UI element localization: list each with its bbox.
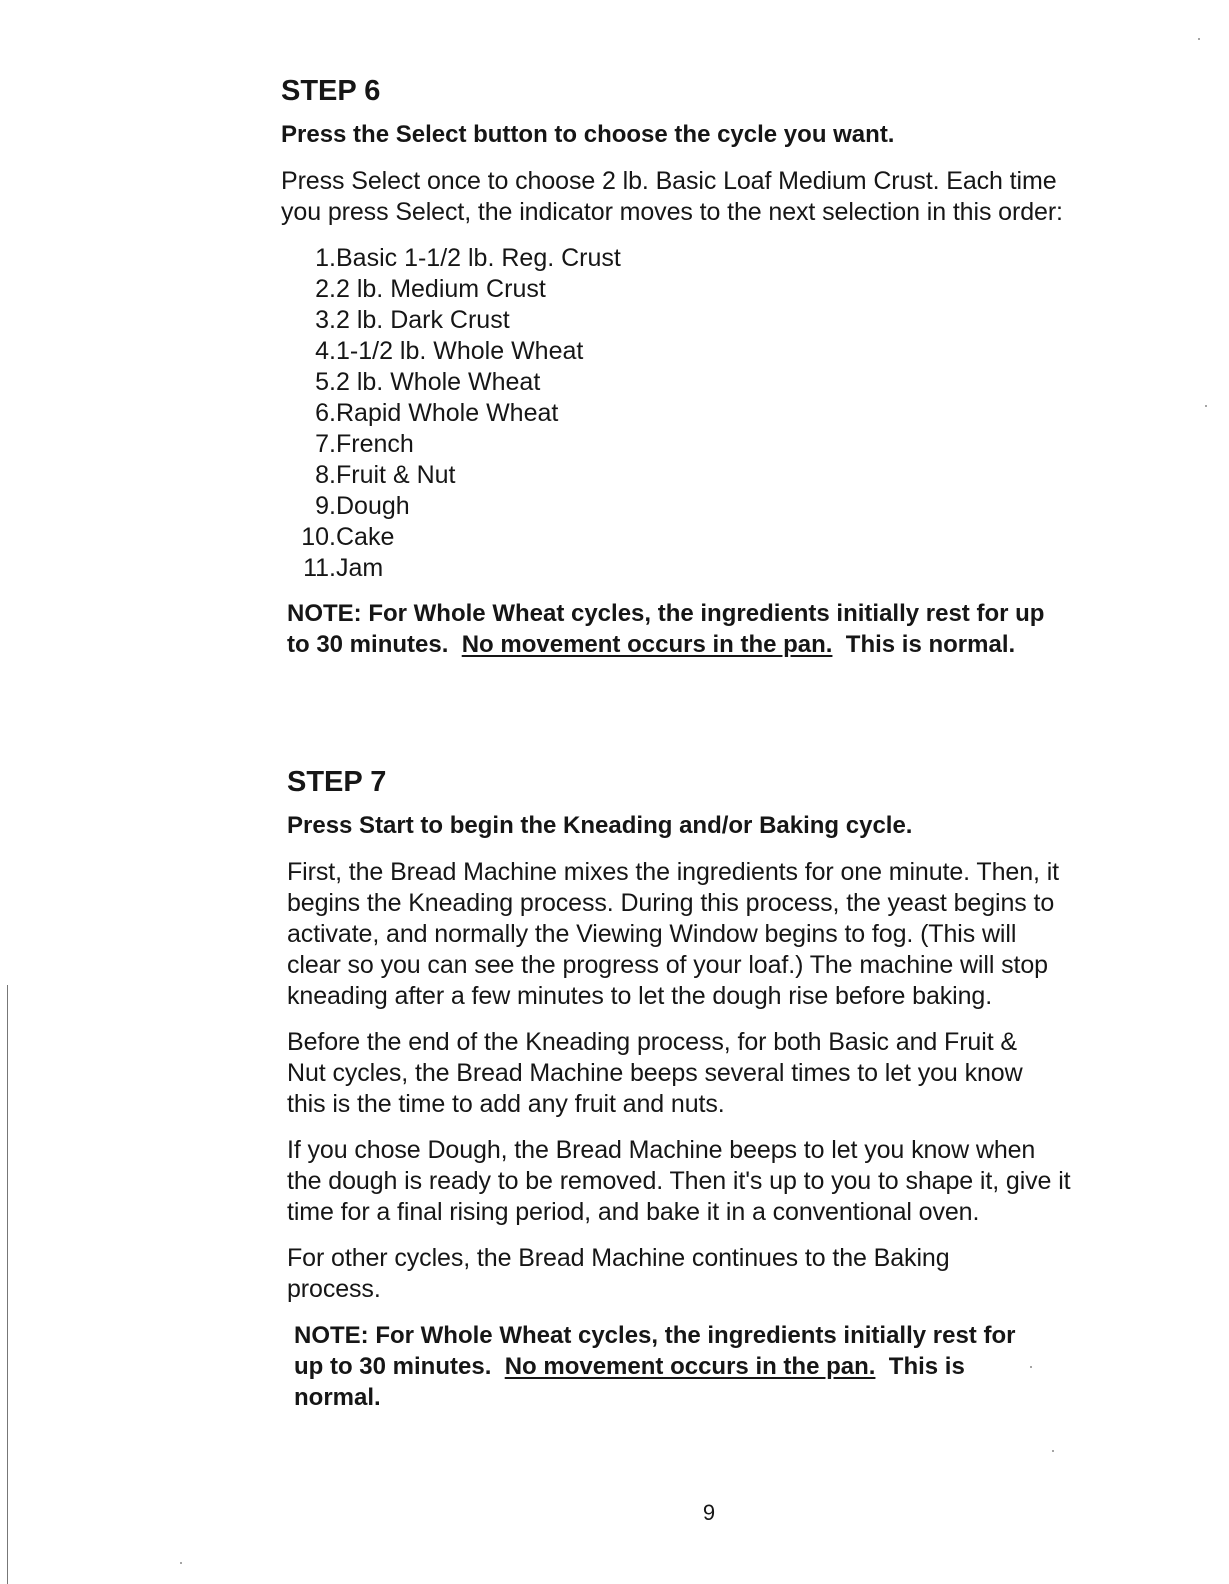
step-7-note (294, 1320, 1034, 1413)
scan-speck (180, 1562, 182, 1564)
note-underlined: No movement occurs in the pan. (461, 631, 833, 658)
cycle-label: 2 lb. Medium Crust (336, 275, 546, 303)
cycle-item (281, 460, 1081, 491)
cycle-label: French (336, 430, 414, 458)
cycle-number: 6. (315, 399, 336, 427)
cycle-label: Fruit & Nut (336, 461, 456, 489)
step-7-paragraph: If you chose Dough, the Bread Machine beeps to let you know when the dough is ready to be removed. Then it's up to you to shape it, give it time for a final rising period, and bake it in a conventional oven. (287, 1136, 1071, 1226)
cycle-label: Jam (336, 554, 384, 582)
cycle-number: 4. (315, 337, 336, 365)
cycle-item (281, 274, 1081, 305)
scan-edge-line (7, 985, 8, 1584)
cycle-item (281, 398, 1081, 429)
step-7-instruction: Press Start to begin the Kneading and/or Baking cycle. (287, 812, 913, 839)
cycle-number: 5. (315, 368, 336, 396)
step-6-note (287, 598, 1047, 660)
cycle-number: 9. (315, 492, 336, 520)
scan-speck (1052, 1450, 1054, 1452)
cycle-number: 3. (315, 306, 336, 334)
cycle-item (281, 491, 1081, 522)
cycle-item (281, 553, 1081, 584)
cycle-label: Rapid Whole Wheat (336, 399, 559, 427)
note-tail: This is normal. (845, 631, 1016, 658)
scan-speck (1205, 405, 1207, 407)
scan-speck (1198, 38, 1200, 40)
cycle-label: 2 lb. Whole Wheat (336, 368, 541, 396)
step-6-paragraph: Press Select once to choose 2 lb. Basic Loaf Medium Crust. Each time you press Select, the indicator moves to the next selection in this order: (281, 167, 1063, 226)
step-7-paragraph: For other cycles, the Bread Machine continues to the Baking process. (287, 1244, 950, 1303)
cycle-label: Basic 1-1/2 lb. Reg. Crust (336, 244, 621, 272)
cycle-number: 7. (315, 430, 336, 458)
cycle-list (281, 243, 1081, 584)
cycle-number: 2. (315, 275, 336, 303)
cycle-number: 1. (315, 244, 336, 272)
cycle-label: Dough (336, 492, 410, 520)
cycle-item (281, 243, 1081, 274)
step-6-instruction: Press the Select button to choose the cycle you want. (281, 121, 895, 148)
cycle-label: 2 lb. Dark Crust (336, 306, 510, 334)
note-underlined: No movement occurs in the pan. (504, 1353, 876, 1380)
step-7-heading: STEP 7 (287, 766, 387, 798)
page-number: 9 (702, 1500, 716, 1525)
cycle-number: 11. (303, 554, 336, 582)
cycle-item (281, 367, 1081, 398)
note-tail: This is normal. (294, 1353, 965, 1411)
step-7-section (287, 765, 1087, 1413)
note-lead: NOTE: For Whole Wheat cycles, the ingredients initially rest for up to 30 minutes. (294, 1322, 1016, 1380)
cycle-item (281, 336, 1081, 367)
step-6-heading: STEP 6 (281, 75, 381, 107)
cycle-number: 8. (315, 461, 336, 489)
cycle-item (281, 429, 1081, 460)
cycle-number: 10. (301, 523, 336, 551)
cycle-label: Cake (336, 523, 395, 551)
note-lead: NOTE: For Whole Wheat cycles, the ingredients initially rest for up to 30 minutes. (287, 600, 1045, 658)
cycle-item (281, 305, 1081, 336)
cycle-label: 1-1/2 lb. Whole Wheat (336, 337, 584, 365)
step-7-paragraph: Before the end of the Kneading process, for both Basic and Fruit & Nut cycles, the Bread Machine beeps several times to let you know this is the time to add any fruit and nuts. (287, 1028, 1023, 1118)
step-7-paragraph: First, the Bread Machine mixes the ingredients for one minute. Then, it begins the Kneading process. During this process, the yeast begins to activate, and normally the Viewing Window begins to fog. (This will clear so you can see the progress of your loaf.) The machine will stop kneading after a few minutes to let the dough rise before baking. (287, 858, 1059, 1010)
cycle-item (281, 522, 1081, 553)
step-6-section (281, 74, 1081, 660)
